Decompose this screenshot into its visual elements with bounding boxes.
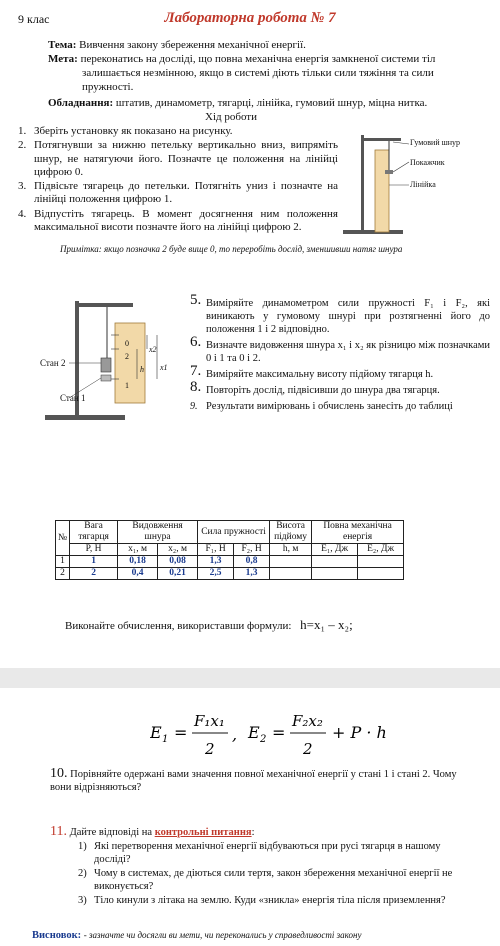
step-item: 7. Виміряйте максимальну висоту підйому тягарця h. xyxy=(190,363,434,380)
calc-instruction: Виконайте обчислення, використавши формули: h=x₁ – x₂; xyxy=(65,617,353,632)
col-header-e1: E₁, Дж xyxy=(312,544,358,556)
grade-label: 9 клас xyxy=(18,12,50,26)
table-row: 1 1 0,18 0,08 1,3 0,8 xyxy=(56,556,404,568)
label-state-2: Стан 2 xyxy=(40,358,66,368)
formula-den-2: 2 xyxy=(303,740,313,758)
note-text: Примітка: якщо позначка 2 буде вище 0, то переробіть дослід, зменшивши натяг шнура xyxy=(60,244,403,254)
label-rubber-cord: Гумовий шнур xyxy=(410,138,461,147)
goal-line-3: пружності. xyxy=(82,81,134,93)
label-mark-1: 1 xyxy=(125,381,129,390)
procedure-title: Хід роботи xyxy=(205,111,257,123)
conclusion-line: Висновок: - зазначте чи досягли ви мети, чи переконались у справедливості закону xyxy=(32,930,362,941)
col-header-energy: Повна механічна енергія xyxy=(312,521,404,544)
steps-list-middle xyxy=(190,292,490,416)
label-x2: x2 xyxy=(149,345,157,354)
label-ruler: Лінійка xyxy=(410,180,436,189)
formula-eq-1: = xyxy=(174,723,188,742)
step-item: 8. Повторіть дослід, підвісивши до шнура два тягарця. xyxy=(190,379,440,396)
label-mark-2: 2 xyxy=(125,352,129,361)
step-item: 1. Зберіть установку як показано на рисунку. xyxy=(18,125,233,137)
col-header-x1: x₁, м xyxy=(118,544,158,556)
results-table xyxy=(55,520,404,580)
energy-formula xyxy=(150,702,410,762)
col-header-f2: F₂, Н xyxy=(234,544,270,556)
control-questions-list xyxy=(78,840,470,907)
col-header-extension: Видовження шнура xyxy=(118,521,198,544)
question-10: 10. Порівняйте одержані вами значення повної механічної енергії у стані 1 і стані 2. Чому вони відрізняються? xyxy=(50,766,457,793)
page-title: Лабораторна робота № 7 xyxy=(164,10,336,26)
label-h: h xyxy=(140,365,144,374)
formula-num-1: F₁x₁ xyxy=(194,712,225,730)
formula-plus-term: + P · h xyxy=(332,723,387,742)
goal-line: Мета: переконатись на досліді, що повна механічна енергія замкненої системи тіл xyxy=(48,53,436,65)
topic-line: Тема: Вивчення закону збереження механічної енергії. xyxy=(48,39,306,51)
steps-list-top xyxy=(18,125,338,235)
col-header-x2: x₂, м xyxy=(158,544,198,556)
formula-e1: E xyxy=(150,723,162,742)
equipment-line: Обладнання: штатив, динамометр, тягарці, лінійка, гумовий шнур, міцна нитка. xyxy=(48,97,428,109)
col-header-no: № xyxy=(56,521,70,556)
goal-line-2: залишається незмінною, якщо в системі діють тільки сили тяжіння та сили xyxy=(82,67,434,79)
label-x1: x1 xyxy=(160,363,168,372)
formula-e1-sub: 1 xyxy=(162,734,169,745)
formula-comma: , xyxy=(232,725,238,744)
page-separator xyxy=(0,668,500,688)
question-11: 11. Дайте відповіді на контрольні питання: 1) Які перетворення механічної енергії відбуваються при русі тягарця в нашому досліді? 2) Чому в системах, де діються сили тертя, закон збереження механічної енергії не виконується? 3) Тіло кинули з літака на землю. Куди «зникла» енергія тіла після приземлення? xyxy=(50,825,470,907)
label-state-1: Стан 1 xyxy=(60,393,86,403)
list-item: 1) Які перетворення механічної енергії відбуваються при русі тягарця в нашому досліді? xyxy=(78,841,441,865)
label-mark-0: 0 xyxy=(125,339,129,348)
col-header-e2: E₂, Дж xyxy=(358,544,404,556)
step-item: 2. Потягнувши за нижню петельку вертикально вниз, випряміть шнур, не натягуючи його. Позначте це положення на лінійці цифрою 0. xyxy=(18,139,338,178)
step-item: 6. Визначте видовження шнура x₁ і x₂ як різницю між позначками 0 і 1 та 0 і 2. xyxy=(190,334,490,364)
table-row: 2 2 0,4 0,21 2,5 1,3 xyxy=(56,568,404,580)
step-item: 9. Результати вимірювань і обчислень занесіть до таблиці xyxy=(190,401,453,412)
col-header-weight: Вага тягарця xyxy=(70,521,118,544)
list-item: 3) Тіло кинули з літака на землю. Куди «зникла» енергія тіла після приземлення? xyxy=(78,895,446,906)
col-header-height: Висота підйому xyxy=(270,521,312,544)
col-header-f1: F₁, Н xyxy=(198,544,234,556)
step-item: 5. Виміряйте динамометром сили пружності F₁ і F₂, які виникають у гумовому шнурі при розтягненні його до положення 1 і 2 відповідно. xyxy=(190,292,490,335)
col-header-force: Сила пружності xyxy=(198,521,270,544)
step-item: 3. Підвісьте тягарець до петельки. Потягніть униз і позначте на лінійці положення цифрою 1. xyxy=(18,180,338,206)
col-header-height-unit: h, м xyxy=(270,544,312,556)
list-item: 2) Чому в системах, де діються сили тертя, закон збереження механічної енергії не виконується? xyxy=(78,868,453,892)
formula-num-2: F₂x₂ xyxy=(292,712,323,730)
formula-e2-sub: 2 xyxy=(260,734,267,745)
formula-den-1: 2 xyxy=(205,740,215,758)
formula-e2: E xyxy=(248,723,260,742)
step-item: 4. Відпустіть тягарець. В момент досягнення ним положення максимальної висоти позначте його на лінійці цифрою 2. xyxy=(18,207,338,234)
col-header-weight-unit: P, Н xyxy=(70,544,118,556)
label-pointer: Покажчик xyxy=(410,158,445,167)
formula-eq-2: = xyxy=(272,723,286,742)
height-formula: h=x₁ – x₂; xyxy=(300,617,353,632)
